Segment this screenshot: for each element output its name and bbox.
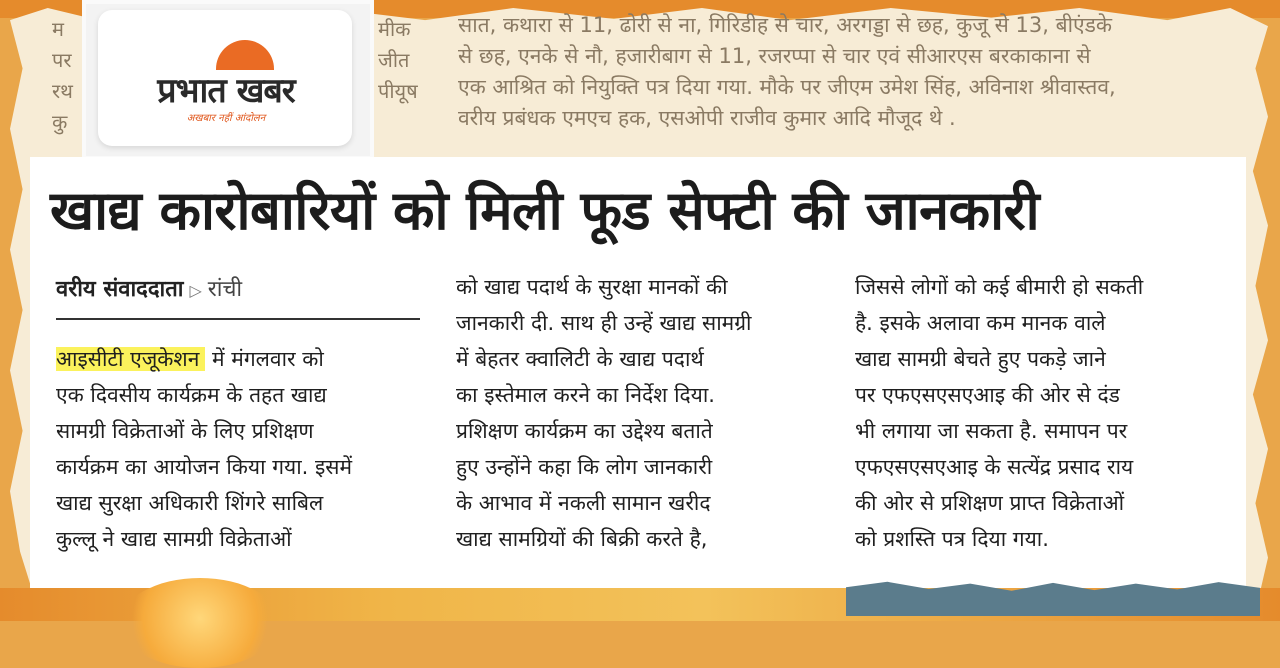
article-line: सामग्री विक्रेताओं के लिए प्रशिक्षण	[56, 419, 314, 443]
background-article-text	[458, 10, 1238, 134]
background-fragment: मीक	[378, 17, 411, 41]
play-arrow-icon: ▷	[189, 281, 202, 300]
logo-card	[82, 0, 374, 160]
article-line: जिससे लोगों को कई बीमारी हो सकती	[855, 275, 1144, 299]
background-line: से छह, एनके से नौ, हजारीबाग से 11, रजरप्पा से चार एवं सीआरएस बरकाकाना से	[458, 44, 1091, 68]
byline-city: रांची	[207, 277, 243, 302]
article-line: खाद्य सामग्री बेचते हुए पकड़े जाने	[855, 347, 1106, 371]
background-fragment: पीयूष	[378, 79, 418, 103]
background-line: वरीय प्रबंधक एमएच हक, एसओपी राजीव कुमार आदि मौजूद थे .	[458, 106, 956, 130]
article-line: जानकारी दी. साथ ही उन्हें खाद्य सामग्री	[456, 311, 752, 335]
article-column-2	[456, 269, 826, 557]
article-line: कार्यक्रम का आयोजन किया गया. इसमें	[56, 455, 353, 479]
article-headline: खाद्य कारोबारियों को मिली फूड सेफ्टी की जानकारी	[50, 179, 1040, 242]
background-left-fragments	[52, 14, 80, 138]
highlighted-text: आइसीटी एजूकेशन	[56, 347, 205, 371]
background-fragment: म	[52, 17, 64, 41]
background-fragment: रथ	[52, 79, 73, 103]
byline-author: वरीय संवाददाता	[56, 277, 184, 302]
logo-tagline: अखबार नहीं आंदोलन	[186, 113, 266, 124]
article-line-rest: में मंगलवार को	[205, 347, 324, 371]
article-line: प्रशिक्षण कार्यक्रम का उद्देश्य बताते	[456, 419, 713, 443]
article-line: पर एफएसएसएआइ की ओर से दंड	[855, 383, 1120, 407]
article-line	[56, 341, 422, 377]
background-line: एक आश्रित को नियुक्ति पत्र दिया गया. मौके पर जीएम उमेश सिंह, अविनाश श्रीवास्तव,	[458, 75, 1116, 99]
article-column-3	[855, 269, 1225, 557]
article-line: को प्रशस्ति पत्र दिया गया.	[855, 527, 1049, 551]
article-line: में बेहतर क्वालिटी के खाद्य पदार्थ	[456, 347, 704, 371]
article-line: भी लगाया जा सकता है. समापन पर	[855, 419, 1128, 443]
news-article	[30, 157, 1246, 589]
article-line: हुए उन्होंने कहा कि लोग जानकारी	[456, 455, 713, 479]
background-fragment: कु	[52, 110, 68, 134]
article-line: कुल्लू ने खाद्य सामग्री विक्रेताओं	[56, 527, 292, 551]
sun-decoration	[120, 578, 280, 668]
article-line: खाद्य सुरक्षा अधिकारी शिंगरे साबिल	[56, 491, 324, 515]
background-line: सात, कथारा से 11, ढोरी से ना, गिरिडीह से चार, अरगड्डा से छह, कुजू से 13, बीएंडके	[458, 13, 1113, 37]
article-line: है. इसके अलावा कम मानक वाले	[855, 311, 1106, 335]
logo	[98, 10, 352, 146]
article-line: खाद्य सामग्रियों की बिक्री करते है,	[456, 527, 708, 551]
article-line: को खाद्य पदार्थ के सुरक्षा मानकों की	[456, 275, 728, 299]
logo-name: प्रभात खबर	[157, 71, 295, 111]
bird-icon: 〰	[246, 39, 263, 58]
article-line: एफएसएसएआइ के सत्येंद्र प्रसाद राय	[855, 455, 1134, 479]
divider	[56, 318, 420, 320]
article-line: की ओर से प्रशिक्षण प्राप्त विक्रेताओं	[855, 491, 1125, 515]
byline	[56, 270, 436, 311]
article-line: का इस्तेमाल करने का निर्देश दिया.	[456, 383, 715, 407]
article-line: के आभाव में नकली सामान खरीद	[456, 491, 711, 515]
background-mid-fragments	[378, 14, 426, 107]
article-line: एक दिवसीय कार्यक्रम के तहत खाद्य	[56, 383, 327, 407]
background-fragment: जीत	[378, 48, 410, 72]
background-fragment: पर	[52, 48, 72, 72]
article-column-1	[56, 341, 422, 557]
